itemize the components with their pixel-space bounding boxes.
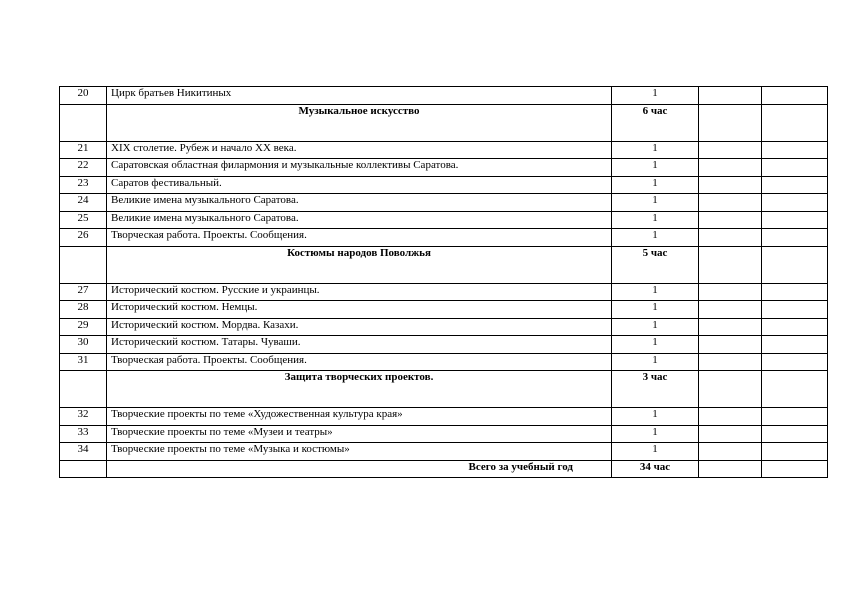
section-title: Музыкальное искусство (107, 104, 612, 141)
lesson-hours: 1 (612, 443, 699, 461)
lesson-hours: 5 час (612, 246, 699, 283)
lesson-number: 28 (60, 301, 107, 319)
table-row (60, 425, 828, 443)
extra-cell-1 (699, 229, 762, 247)
lesson-number: 34 (60, 443, 107, 461)
table-row (60, 408, 828, 426)
lesson-hours: 1 (612, 336, 699, 354)
lesson-number (60, 246, 107, 283)
lesson-hours: 1 (612, 318, 699, 336)
extra-cell-2 (762, 229, 828, 247)
total-num-cell (60, 460, 107, 478)
table-row (60, 353, 828, 371)
lesson-topic: Исторический костюм. Немцы. (107, 301, 612, 319)
section-title: Костюмы народов Поволжья (107, 246, 612, 283)
extra-cell-1 (699, 371, 762, 408)
extra-cell-1 (699, 318, 762, 336)
table-row (60, 229, 828, 247)
extra-cell-2 (762, 443, 828, 461)
lesson-number: 30 (60, 336, 107, 354)
lesson-topic: Творческая работа. Проекты. Сообщения. (107, 229, 612, 247)
extra-cell-1 (699, 443, 762, 461)
extra-cell-2 (762, 246, 828, 283)
table-row (60, 194, 828, 212)
lesson-number (60, 371, 107, 408)
lesson-topic: Исторический костюм. Татары. Чуваши. (107, 336, 612, 354)
section-row (60, 104, 828, 141)
extra-cell-1 (699, 336, 762, 354)
extra-cell-2 (762, 141, 828, 159)
extra-cell-1 (699, 87, 762, 105)
lesson-number: 33 (60, 425, 107, 443)
lesson-plan-table (59, 86, 828, 478)
lesson-topic: Исторический костюм. Мордва. Казахи. (107, 318, 612, 336)
section-row (60, 371, 828, 408)
lesson-number: 23 (60, 176, 107, 194)
lesson-hours: 1 (612, 141, 699, 159)
extra-cell-1 (699, 460, 762, 478)
lesson-topic: Творческие проекты по теме «Музыка и костюмы» (107, 443, 612, 461)
extra-cell-2 (762, 194, 828, 212)
lesson-topic: Исторический костюм. Русские и украинцы. (107, 283, 612, 301)
extra-cell-2 (762, 460, 828, 478)
lesson-topic: Саратовская областная филармония и музыкальные коллективы Саратова. (107, 159, 612, 177)
lesson-hours: 1 (612, 176, 699, 194)
lesson-hours: 1 (612, 283, 699, 301)
section-title: Защита творческих проектов. (107, 371, 612, 408)
lesson-number: 29 (60, 318, 107, 336)
section-row (60, 246, 828, 283)
table-row (60, 301, 828, 319)
table-row (60, 141, 828, 159)
total-hours: 34 час (612, 460, 699, 478)
lesson-topic: Цирк братьев Никитиных (107, 87, 612, 105)
lesson-number: 25 (60, 211, 107, 229)
lesson-topic: Великие имена музыкального Саратова. (107, 194, 612, 212)
extra-cell-2 (762, 283, 828, 301)
extra-cell-1 (699, 246, 762, 283)
lesson-topic: XIX столетие. Рубеж и начало XX века. (107, 141, 612, 159)
extra-cell-1 (699, 211, 762, 229)
extra-cell-1 (699, 408, 762, 426)
extra-cell-2 (762, 336, 828, 354)
lesson-hours: 1 (612, 229, 699, 247)
lesson-number: 24 (60, 194, 107, 212)
extra-cell-1 (699, 283, 762, 301)
table-row (60, 211, 828, 229)
lesson-topic: Творческие проекты по теме «Художественная культура края» (107, 408, 612, 426)
lesson-topic: Творческая работа. Проекты. Сообщения. (107, 353, 612, 371)
extra-cell-1 (699, 425, 762, 443)
lesson-number: 21 (60, 141, 107, 159)
extra-cell-2 (762, 425, 828, 443)
extra-cell-2 (762, 176, 828, 194)
lesson-hours: 1 (612, 301, 699, 319)
lesson-number: 20 (60, 87, 107, 105)
table-row (60, 159, 828, 177)
lesson-hours: 1 (612, 408, 699, 426)
lesson-hours: 1 (612, 87, 699, 105)
lesson-number (60, 104, 107, 141)
lesson-hours: 6 час (612, 104, 699, 141)
lesson-hours: 1 (612, 425, 699, 443)
extra-cell-1 (699, 353, 762, 371)
lesson-number: 32 (60, 408, 107, 426)
extra-cell-1 (699, 194, 762, 212)
table-row (60, 283, 828, 301)
lesson-number: 31 (60, 353, 107, 371)
lesson-hours: 1 (612, 211, 699, 229)
table-row (60, 176, 828, 194)
extra-cell-2 (762, 408, 828, 426)
total-label: Всего за учебный год (107, 460, 612, 478)
extra-cell-1 (699, 176, 762, 194)
extra-cell-2 (762, 318, 828, 336)
extra-cell-2 (762, 353, 828, 371)
extra-cell-2 (762, 211, 828, 229)
table-row (60, 87, 828, 105)
lesson-plan-body (60, 87, 828, 461)
lesson-topic: Саратов фестивальный. (107, 176, 612, 194)
lesson-topic: Великие имена музыкального Саратова. (107, 211, 612, 229)
table-row (60, 336, 828, 354)
extra-cell-2 (762, 159, 828, 177)
lesson-hours: 3 час (612, 371, 699, 408)
extra-cell-2 (762, 371, 828, 408)
extra-cell-1 (699, 159, 762, 177)
extra-cell-2 (762, 301, 828, 319)
lesson-number: 26 (60, 229, 107, 247)
table-row (60, 443, 828, 461)
lesson-hours: 1 (612, 194, 699, 212)
extra-cell-1 (699, 104, 762, 141)
lesson-number: 22 (60, 159, 107, 177)
lesson-hours: 1 (612, 353, 699, 371)
lesson-topic: Творческие проекты по теме «Музеи и театры» (107, 425, 612, 443)
extra-cell-1 (699, 141, 762, 159)
table-row (60, 318, 828, 336)
lesson-hours: 1 (612, 159, 699, 177)
extra-cell-1 (699, 301, 762, 319)
total-row (60, 460, 828, 478)
extra-cell-2 (762, 87, 828, 105)
extra-cell-2 (762, 104, 828, 141)
lesson-number: 27 (60, 283, 107, 301)
